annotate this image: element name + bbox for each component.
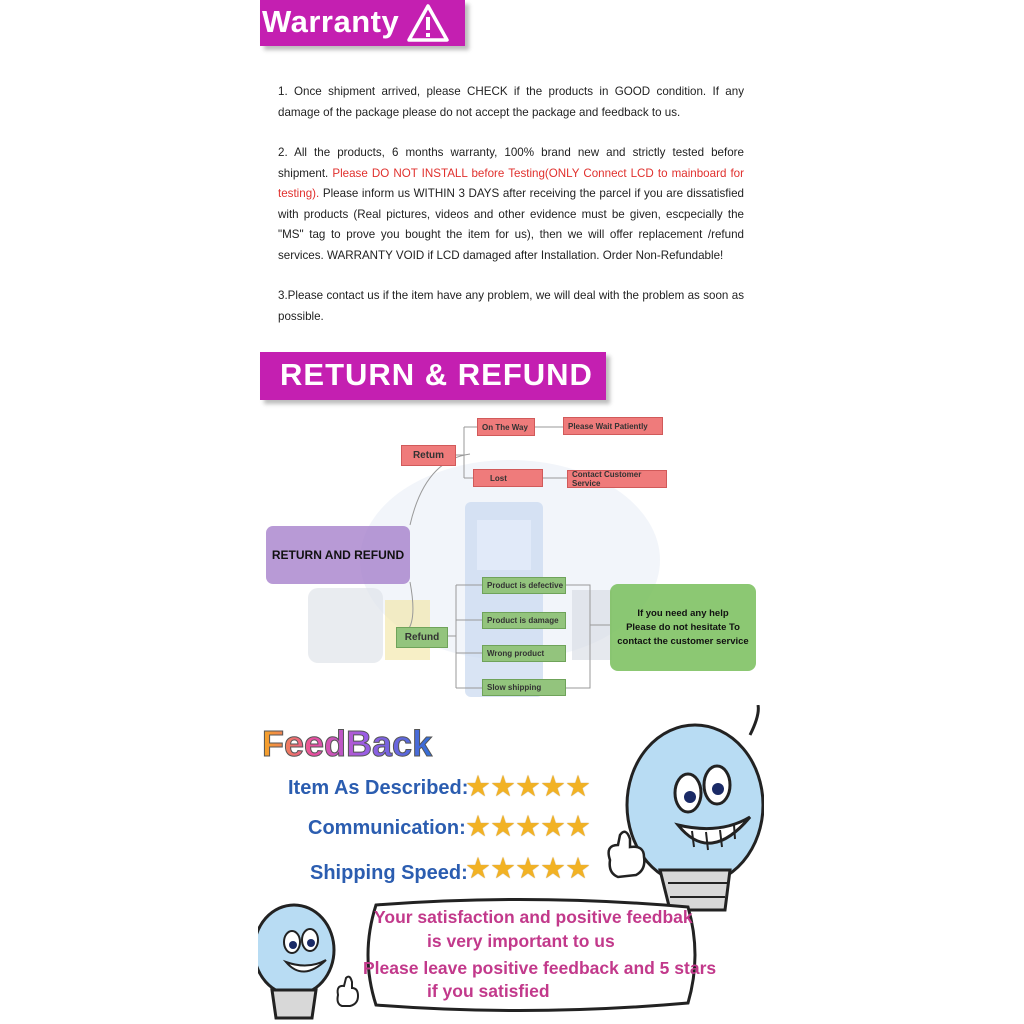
rating-stars-item: ★★★★★ (465, 771, 590, 803)
on-the-way-node: On The Way (477, 418, 535, 436)
warranty-item-2 (278, 143, 744, 266)
defective-node: Product is defective (482, 577, 566, 594)
warning-icon (406, 3, 450, 43)
rating-label-shipping: Shipping Speed: (310, 862, 468, 884)
warranty-item-2-warning: Please DO NOT INSTALL before Testing(ONLY Connect LCD to mainboard for testing). (278, 166, 744, 200)
slow-shipping-node: Slow shipping (482, 679, 566, 696)
help-line-1: If you need any help (637, 607, 729, 619)
rating-stars-shipping: ★★★★★ (465, 853, 590, 885)
message-line-4: if you satisfied (427, 981, 550, 1001)
lightbulb-mascot-small-icon (258, 900, 362, 1024)
feedback-title (258, 718, 478, 768)
lost-node: Lost (473, 469, 543, 487)
wait-patiently-node: Please Wait Patiently (563, 417, 663, 435)
warranty-item-2-details: Please inform us WITHIN 3 DAYS after receiving the parcel if you are dissatisfied with products (Real pictures, videos and other evidence must be given, escpecially the "MS" tag to prove you bought the item for us), then we will offer replacement /refund services. WARRANTY VOID if LCD damaged after Installation. Order Non-Refundable! (278, 187, 744, 262)
rating-stars-communication: ★★★★★ (465, 811, 590, 843)
refund-node: Refund (396, 627, 448, 648)
return-refund-title: RETURN & REFUND (280, 357, 593, 392)
warranty-title: Warranty (262, 4, 400, 39)
rating-label-item: Item As Described: (288, 777, 469, 799)
return-and-refund-center: RETURN AND REFUND (266, 526, 410, 584)
wrong-product-node: Wrong product (482, 645, 566, 662)
help-line-2: Please do not hesitate To (626, 621, 740, 633)
warranty-item-2-text: 2. All the products, 6 months warranty, 100% brand new and strictly tested before shipment. (278, 146, 744, 180)
return-node: Retum (401, 445, 456, 466)
rating-label-communication: Communication: (308, 817, 466, 839)
warranty-item-1: 1. Once shipment arrived, please CHECK if the products in GOOD condition. If any damage of the package please do not accept the package and feedback to us. (278, 85, 744, 119)
feedback-title-text: FeedBack (262, 723, 433, 764)
message-line-3: Please leave positive feedback and 5 stars (363, 958, 717, 978)
contact-customer-service-node: Contact Customer Service (567, 470, 667, 488)
message-line-2: is very important to us (427, 931, 615, 951)
damage-node: Product is damage (482, 612, 566, 629)
message-line-1: Your satisfaction and positive feedbak (374, 907, 693, 927)
help-line-3: contact the customer service (617, 635, 749, 647)
warranty-item-3: 3.Please contact us if the item have any problem, we will deal with the problem as soon as possible. (278, 289, 744, 323)
help-box (610, 584, 756, 671)
